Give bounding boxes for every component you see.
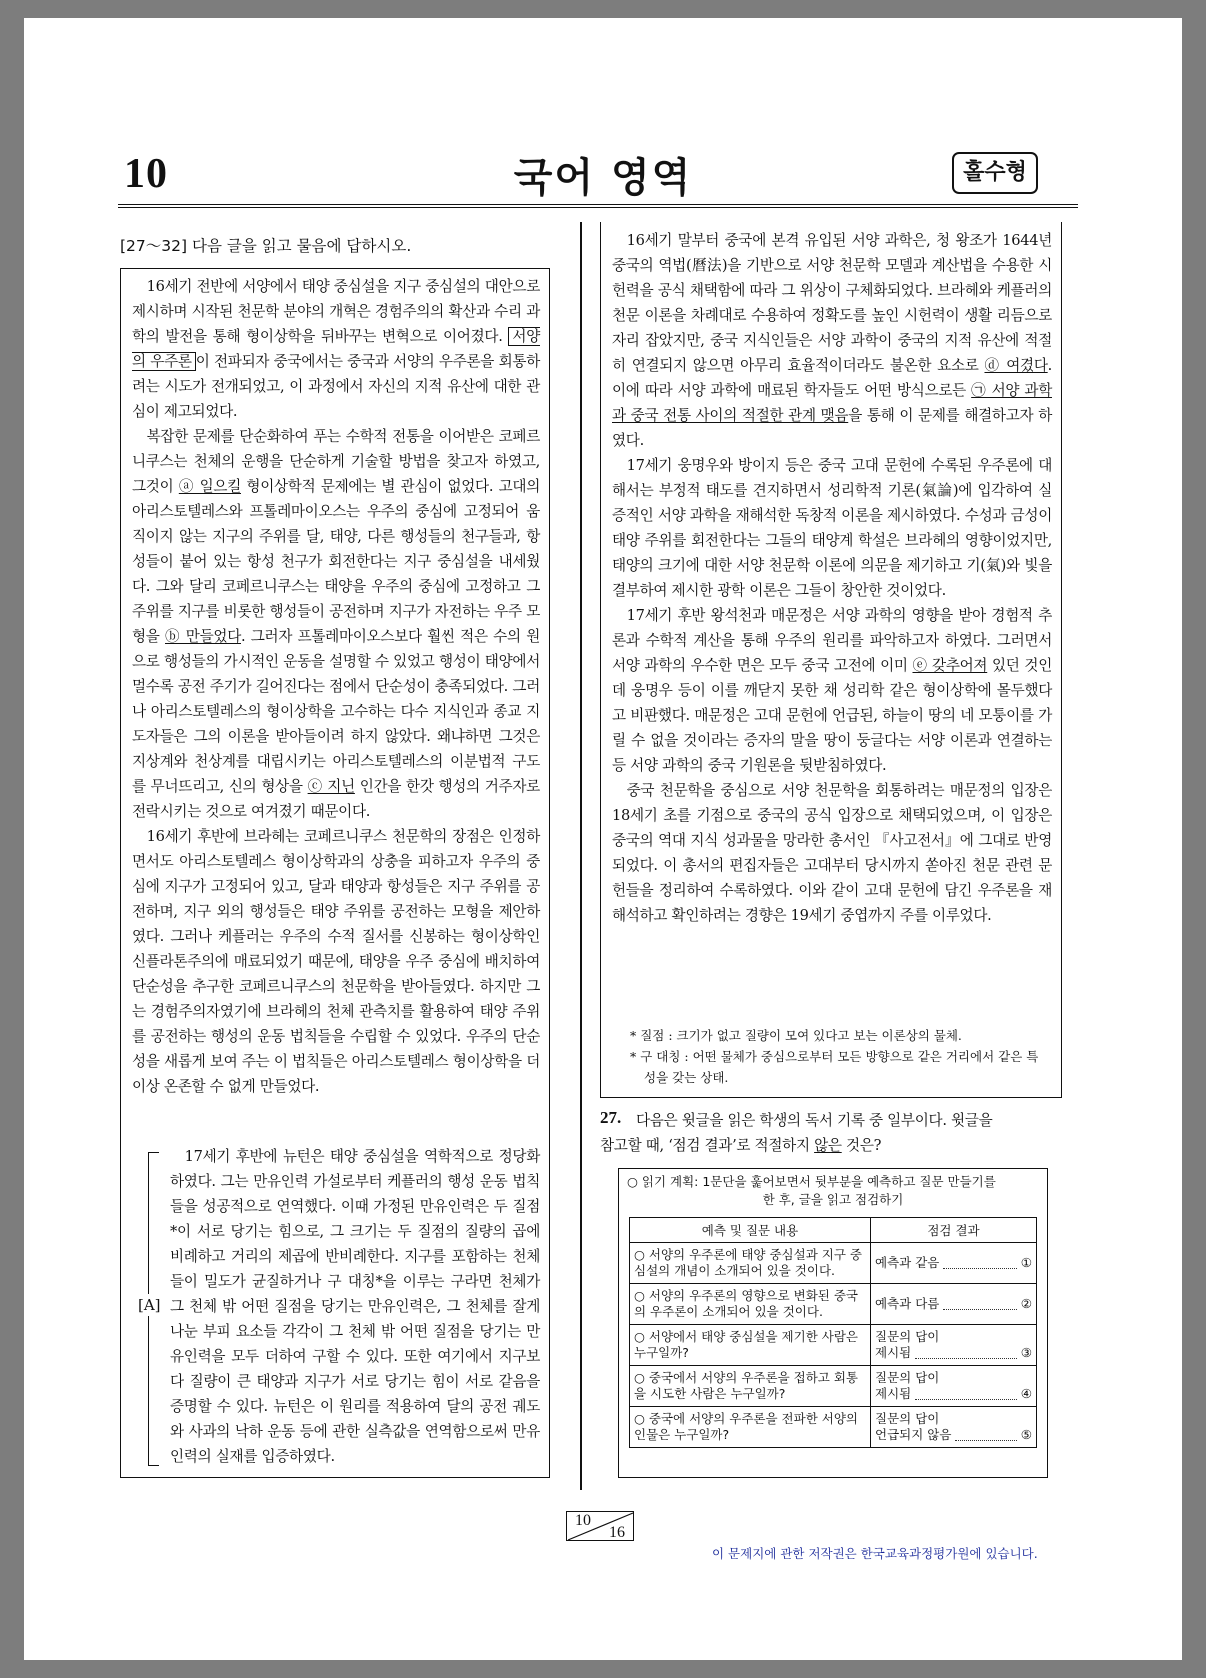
question-text-line1: 다음은 윗글을 읽은 학생의 독서 기록 중 일부이다. 윗글을 xyxy=(636,1112,993,1129)
choice-mark[interactable]: ④ xyxy=(1020,1386,1032,1401)
underlined-giyeok: ㉠ 서양 과학과 중국 전통 사이의 적절한 관계 맺음 xyxy=(612,382,1052,424)
choice-mark[interactable]: ② xyxy=(1020,1296,1032,1311)
choice-mark[interactable]: ③ xyxy=(1020,1345,1032,1360)
paragraph-8: 중국 천문학을 중심으로 서양 천문학을 회통하려는 매문정의 입장은 18세기 초를 기점으로 중국의 공식 입장으로 채택되었으며, 이 입장은 중국의 역대 지식 성과물을 망라한 총서인 『사고전서』에 그대로 반영되었다. 이 총서의 편집자들은 고대부터 당시까지 쏟아진 천문 관련 문헌들을 정리하여 수록하였다. 이와 같이 고대 문헌에 담긴 우주론을 재해석하고 확인하려는 경향은 19세기 중엽까지 주를 이루었다. xyxy=(612,782,1052,924)
row-question: ○ 중국에 서양의 우주론을 전파한 서양의 인물은 누구일까? xyxy=(630,1407,871,1448)
reading-record-box xyxy=(618,1168,1048,1478)
row-result-2: 제시됨 xyxy=(875,1386,912,1401)
col-header-prediction: 예측 및 질문 내용 xyxy=(630,1218,871,1243)
paragraph-7: 17세기 후반 왕석천과 매문정은 서양 과학의 영향을 받아 경험적 추론과 수학적 계산을 통해 우주의 원리를 파악하고자 하였다. 그러면서 서양 과학의 우수한 면은 모두 중국 고전에 이미 ⓔ 갖추어져 있던 것인데 웅명우 등이 이를 깨닫지 못한 채 성리학 같은 형이상학에 몰두했다고 비판했다. 매문정은 고대 문헌에 언급된, 하늘이 땅의 네 모퉁이를 가릴 수 없을 것이라는 증자의 말을 땅이 둥글다는 서양 이론과 연결하는 등 서양 과학의 중국 기원론을 뒷받침하였다. xyxy=(612,607,1052,774)
bracket-label: [A] xyxy=(138,1296,161,1314)
table-row[interactable] xyxy=(630,1366,1037,1407)
row-result: 질문의 답이 xyxy=(875,1411,940,1426)
underlined-c: ⓒ 지닌 xyxy=(307,778,355,795)
underlined-not: 않은 xyxy=(814,1137,842,1154)
paragraph-2: 복잡한 문제를 단순화하여 푸는 수학적 전통을 이어받은 코페르니쿠스는 천체의 운행을 단순하게 기술할 방법을 찾고자 하였고, 그것이 ⓐ 일으킬 형이상학적 문제에는 별 관심이 없었다. 고대의 아리스토텔레스와 프톨레마이오스는 우주의 중심에 고정되어 움직이지 않는 지구의 주위를 달, 태양, 다른 행성들의 천구들과, 항성들이 붙어 있는 항성 천구가 회전한다는 지구 중심설을 내세웠다. 그와 달리 코페르니쿠스는 태양을 우주의 중심에 고정하고 그 주위를 지구를 비롯한 행성들이 공전하며 지구가 자전하는 우주 모형을 ⓑ 만들었다. 그러자 프톨레마이오스보다 훨씬 적은 수의 원으로 행성들의 가시적인 운동을 설명할 수 있었고 행성이 태양에서 멀수록 공전 주기가 길어진다는 점에서 단순성이 충족되었다. 그러나 아리스토텔레스의 형이상학을 고수하는 다수 지식인과 종교 지도자들은 그의 이론을 받아들이려 하지 않았다. 왜냐하면 그것은 지상계와 천상계를 대립시키는 아리스토텔레스의 이분법적 구도를 무너뜨리고, 신의 형상을 ⓒ 지닌 인간을 한갓 행성의 거주자로 전락시키는 것으로 여겨졌기 때문이다. xyxy=(132,428,540,820)
row-question: ○ 서양의 우주론의 영향으로 변화된 중국의 우주론이 소개되어 있을 것이다. xyxy=(630,1284,871,1325)
page-indicator xyxy=(566,1511,634,1541)
table-row[interactable] xyxy=(630,1243,1037,1284)
row-result: 질문의 답이 xyxy=(875,1370,940,1385)
check-table xyxy=(629,1217,1037,1448)
row-result-2: 언급되지 않음 xyxy=(875,1427,952,1442)
question-text-line2: 참고할 때, ‘점검 결과’로 적절하지 않은 것은? xyxy=(600,1137,882,1154)
plan-line-1: ○ 읽기 계획: 1문단을 훑어보면서 뒷부분을 예측하고 질문 만들기를 xyxy=(627,1174,996,1189)
choice-mark[interactable]: ⑤ xyxy=(1020,1427,1032,1442)
copyright-notice: 이 문제지에 관한 저작권은 한국교육과정평가원에 있습니다. xyxy=(712,1546,1038,1561)
row-result: 예측과 같음 xyxy=(875,1255,940,1270)
header-rule-2 xyxy=(118,207,1078,208)
underlined-b: ⓑ 만들었다 xyxy=(165,628,241,645)
column-divider xyxy=(580,222,582,1490)
page-current: 10 xyxy=(575,1512,591,1529)
paragraph-1: 16세기 전반에 서양에서 태양 중심설을 지구 중심설의 대안으로 제시하며 시작된 천문학 분야의 개혁은 경험주의의 확산과 수리 과학의 발전을 통해 형이상학을 뒤바꾸는 변혁으로 이어졌다. 서양의 우주론 이 전파되자 중국에서는 중국과 서양의 우주론을 회통하려는 시도가 전개되었고, 이 과정에서 자신의 지적 유산에 대한 관심이 제고되었다. xyxy=(132,278,540,420)
page-number-header: 10 xyxy=(124,151,168,197)
paragraph-3: 16세기 후반에 브라헤는 코페르니쿠스 천문학의 장점은 인정하면서도 아리스토텔레스 형이상학과의 상충을 피하고자 우주의 중심에 지구가 고정되어 있고, 달과 태양과 항성들은 지구 주위를 공전하며, 지구 외의 행성들은 태양 주위를 공전하는 모형을 제안하였다. 그러나 케플러는 우주의 수적 질서를 신봉하는 형이상학인 신플라톤주의에 매료되었기 때문에, 태양을 우주 중심에 배치하여 단순성을 추구한 코페르니쿠스의 천문학을 받아들였다. 하지만 그는 경험주의자였기에 브라헤의 천체 관측치를 활용하여 태양 주위를 공전하는 행성의 운동 법칙들을 수립할 수 있었다. 우주의 단순성을 새롭게 보여 주는 이 법칙들은 아리스토텔레스 형이상학을 더 이상 온존할 수 없게 만들었다. xyxy=(132,828,540,1095)
row-question: ○ 중국에서 서양의 우주론을 접하고 회통을 시도한 사람은 누구일까? xyxy=(630,1366,871,1407)
question-number: 27. xyxy=(600,1108,622,1127)
passage-right xyxy=(612,228,1052,928)
underlined-a: ⓐ 일으킬 xyxy=(178,478,241,495)
row-question: ○ 서양에서 태양 중심설을 제기한 사람은 누구일까? xyxy=(630,1325,871,1366)
underlined-d: ⓓ 여겼다 xyxy=(984,357,1048,374)
table-row[interactable] xyxy=(630,1407,1037,1448)
page-title: 국어 영역 xyxy=(513,155,693,201)
paragraph-6: 17세기 웅명우와 방이지 등은 중국 고대 문헌에 수록된 우주론에 대해서는 부정적 태도를 견지하면서 성리학적 기론(氣論)에 입각하여 실증적인 서양 과학을 재해석한 독창적 이론을 제시하였다. 수성과 금성이 태양 주위를 회전한다는 그들의 태양계 학설은 브라헤의 영향이었지만, 태양의 크기에 대한 서양 천문학 이론에 의문을 제기하고 기(氣)와 빛을 결부하여 제시한 광학 이론은 그들이 창안한 것이었다. xyxy=(612,457,1052,599)
table-row[interactable] xyxy=(630,1325,1037,1366)
row-result-2: 제시됨 xyxy=(875,1345,912,1360)
row-result: 예측과 다름 xyxy=(875,1296,940,1311)
col-header-result: 점검 결과 xyxy=(871,1218,1037,1243)
footnote-2: * 구 대칭 : 어떤 물체가 중심으로부터 모든 방향으로 같은 거리에서 같은 특성을 갖는 상태. xyxy=(630,1049,1039,1085)
reading-plan xyxy=(627,1173,1039,1209)
footnotes xyxy=(630,1025,1050,1088)
row-question: ○ 서양의 우주론에 태양 중심설과 지구 중심설의 개념이 소개되어 있을 것이다. xyxy=(630,1243,871,1284)
underlined-e: ⓔ 갖추어져 xyxy=(912,657,988,674)
page-total: 16 xyxy=(609,1524,625,1541)
plan-line-2: 한 후, 글을 읽고 점검하기 xyxy=(762,1192,904,1207)
passage-left xyxy=(132,274,540,1099)
row-result: 질문의 답이 xyxy=(875,1329,940,1344)
table-row[interactable] xyxy=(630,1284,1037,1325)
paragraph-4: 17세기 후반에 뉴턴은 태양 중심설을 역학적으로 정당화하였다. 그는 만유인력 가설로부터 케플러의 행성 운동 법칙들을 성공적으로 연역했다. 이때 가정된 만유인력은 두 질점*이 서로 당기는 힘으로, 그 크기는 두 질점의 질량의 곱에 비례하고 거리의 제곱에 반비례한다. 지구를 포함하는 천체들이 밀도가 균질하거나 구 대칭*을 이루는 구라면 천체가 그 천체 밖 어떤 질점을 당기는 만유인력은, 그 천체를 잘게 나눈 부피 요소들 각각이 그 천체 밖 어떤 질점을 당기는 만유인력을 모두 더하여 구할 수 있다. 또한 여기에서 지구보다 질량이 큰 태양과 지구가 서로 당기는 힘이 서로 같음을 증명할 수 있다. 뉴턴은 이 원리를 적용하여 달의 공전 궤도와 사과의 낙하 운동 등에 관한 실측값을 연역함으로써 만유인력의 실재를 입증하였다. xyxy=(170,1148,540,1465)
footnote-1: * 질점 : 크기가 없고 질량이 모여 있다고 보는 이론상의 물체. xyxy=(630,1028,962,1043)
boxed-term: 서양의 우주론 xyxy=(132,328,540,370)
header-rule xyxy=(118,204,1078,205)
instruction: [27～32] 다음 글을 읽고 물음에 답하시오. xyxy=(120,237,412,255)
paragraph-5: 16세기 말부터 중국에 본격 유입된 서양 과학은, 청 왕조가 1644년 중국의 역법(曆法)을 기반으로 서양 천문학 모델과 계산법을 수용한 시헌력을 공식 채택함에 따라 그 위상이 구체화되었다. 브라헤와 케플러의 천문 이론을 차례대로 수용하여 정확도를 높인 시헌력이 생활 리듬으로 자리 잡았지만, 중국 지식인들은 서양 과학이 중국의 지적 유산에 적절히 연결되지 않으면 아무리 효율적이더라도 불온한 요소로 ⓓ 여겼다. 이에 따라 서양 과학에 매료된 학자들도 어떤 방식으로든 ㉠ 서양 과학과 중국 전통 사이의 적절한 관계 맺음을 통해 이 문제를 해결하고자 하였다. xyxy=(612,232,1052,449)
passage-A xyxy=(170,1144,540,1469)
exam-type-badge: 홀수형 xyxy=(952,152,1038,194)
choice-mark[interactable]: ① xyxy=(1020,1255,1032,1270)
